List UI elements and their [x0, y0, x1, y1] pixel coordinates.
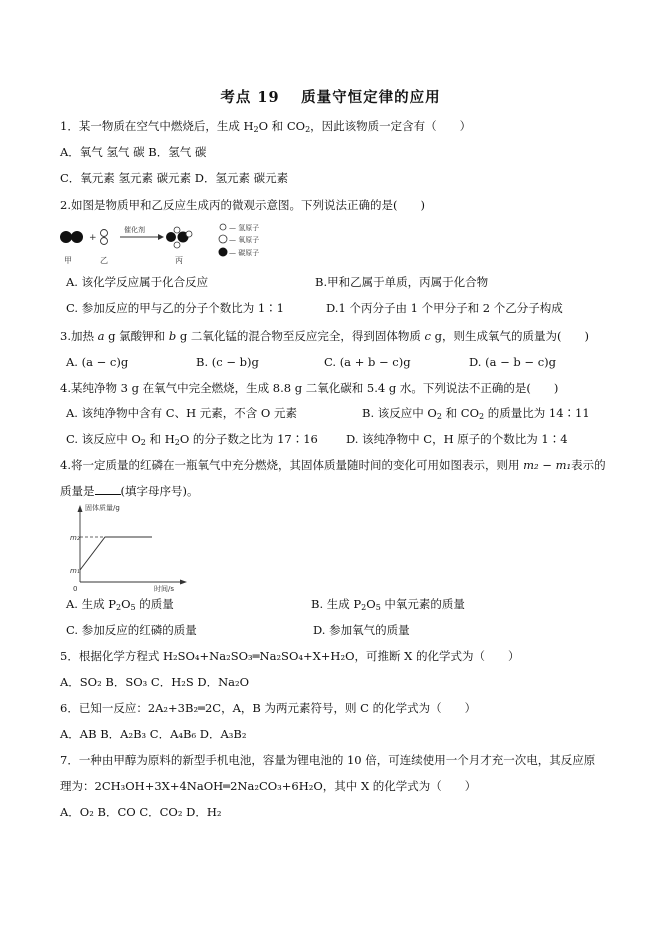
q2-option-a: A. 该化学反应属于化合反应: [66, 275, 209, 289]
q4b-stem-line1: 4.将一定质量的红磷在一瓶氧气中充分燃烧，其固体质量随时间的变化可用如图表示，则用 m₂ − m₁表示的: [60, 458, 606, 472]
plus-sign: +: [89, 233, 97, 243]
q4b-stem-line2: 质量是 (填字母序号)。: [60, 484, 199, 498]
q2-option-b: B.甲和乙属于单质，丙属于化合物: [315, 275, 489, 289]
y-axis-arrow: [78, 505, 83, 512]
q4b-option-b: B. 生成 $P_2O_5$ 中氧元素的质量: [311, 597, 465, 612]
legend-c-text: — 碳原子: [229, 249, 260, 257]
yi-molecule-atom: [101, 230, 108, 237]
y-axis-label: 固体质量/g: [85, 504, 120, 512]
fig-label-jia: 甲: [64, 256, 72, 265]
mass-curve: [80, 537, 152, 570]
q1-options-cd: C．氧元素 氢元素 碳元素 D．氢元素 碳元素: [60, 171, 289, 185]
q6-options: A．AB B．A₂B₃ C．A₄B₆ D．A₃B₂: [60, 727, 247, 741]
q4b-mass-time-graph: [60, 500, 190, 592]
m1-tick-label: m₁: [70, 567, 80, 575]
q2-stem: 2.如图是物质甲和乙反应生成丙的微观示意图。下列说法正确的是( ): [60, 198, 425, 212]
q5-stem: 5．根据化学方程式 H₂SO₄+Na₂SO₃═Na₂SO₄+X+H₂O，可推断 X 的化学式为（ ）: [60, 649, 520, 663]
legend-o-text: — 氧原子: [229, 236, 260, 244]
q2-option-d: D.1 个丙分子由 1 个甲分子和 2 个乙分子构成: [326, 301, 563, 315]
q3-stem: 3.加热 a g 氯酸钾和 b g 二氧化锰的混合物至反应完全，得到固体物质 c g，则生成氧气的质量为( ): [60, 329, 589, 343]
q3-option-d: D. (a − b − c)g: [469, 355, 557, 369]
bing-molecule-atom: [174, 227, 180, 233]
q7-stem-line2: 理为：2CH₃OH+3X+4NaOH═2Na₂CO₃+6H₂O，其中 X 的化学式为（ ）: [60, 779, 477, 793]
q3-option-a: A. (a − c)g: [66, 355, 129, 369]
answer-blank: [95, 483, 121, 495]
q6-stem: 6．已知一反应：2A₂+3B₂═2C，A，B 为两元素符号，则 C 的化学式为（ ）: [60, 701, 477, 715]
catalyst-label: 催化剂: [124, 226, 145, 234]
q4a-option-d: D. 该纯净物中 C，H 原子的个数比为 1∶4: [346, 432, 568, 446]
jia-molecule-atom: [71, 231, 83, 243]
bing-molecule-atom: [174, 242, 180, 248]
q4a-option-a: A. 该纯净物中含有 C、H 元素，不含 O 元素: [66, 406, 297, 420]
bing-molecule-atom: [166, 232, 176, 242]
legend-h-atom: [220, 224, 226, 230]
fig-label-bing: 丙: [175, 256, 183, 265]
q4b-option-d: D. 参加氧气的质量: [313, 623, 410, 637]
jia-molecule-atom: [60, 231, 72, 243]
bing-molecule-atom: [186, 231, 192, 237]
q3-option-c: C. (a + b − c)g: [324, 355, 411, 369]
q3-option-b: B. (c − b)g: [196, 355, 259, 369]
legend-c-atom: [219, 248, 228, 257]
x-axis-label: 时间/s: [154, 585, 175, 592]
q4a-option-c: C. 该反应中 $O_2$ 和 $H_2O$ 的分子数之比为 17∶16: [66, 432, 318, 447]
q7-stem-line1: 7．一种由甲醇为原料的新型手机电池，容量为锂电池的 10 倍，可连续使用一个月才充一次电，其反应原: [60, 753, 596, 767]
q1-stem: 1．某一物质在空气中燃烧后，生成 $H_2O$ 和 $CO_2$，因此该物质一定含有（ ）: [60, 119, 472, 134]
origin-label: 0: [73, 585, 78, 592]
q7-options: A．O₂ B．CO C．CO₂ D．H₂: [60, 805, 222, 819]
x-axis-arrow: [180, 580, 187, 585]
m2-tick-label: m₂: [70, 534, 80, 542]
q5-options: A．SO₂ B．SO₃ C．H₂S D．Na₂O: [60, 675, 250, 689]
legend-h-text: — 氢原子: [229, 224, 260, 232]
q2-reaction-figure: [58, 222, 298, 268]
q4a-stem: 4.某纯净物 3 g 在氧气中完全燃烧，生成 8.8 g 二氧化碳和 5.4 g 水。下列说法不正确的是( ): [60, 381, 559, 395]
fig-label-yi: 乙: [100, 256, 108, 265]
q4b-option-c: C. 参加反应的红磷的质量: [66, 623, 197, 637]
arrow-head: [158, 234, 164, 240]
q4a-option-b: B. 该反应中 $O_2$ 和 $CO_2$ 的质量比为 14∶11: [362, 406, 590, 421]
q1-options-ab: A．氧气 氢气 碳 B．氢气 碳: [60, 145, 207, 159]
q2-option-c: C. 参加反应的甲与乙的分子个数比为 1∶1: [66, 301, 284, 315]
yi-molecule-atom: [101, 238, 108, 245]
page-title: 考点 19 质量守恒定律的应用: [220, 89, 441, 106]
legend-o-atom: [219, 235, 227, 243]
q4b-option-a: A. 生成 $P_2O_5$ 的质量: [66, 597, 174, 612]
